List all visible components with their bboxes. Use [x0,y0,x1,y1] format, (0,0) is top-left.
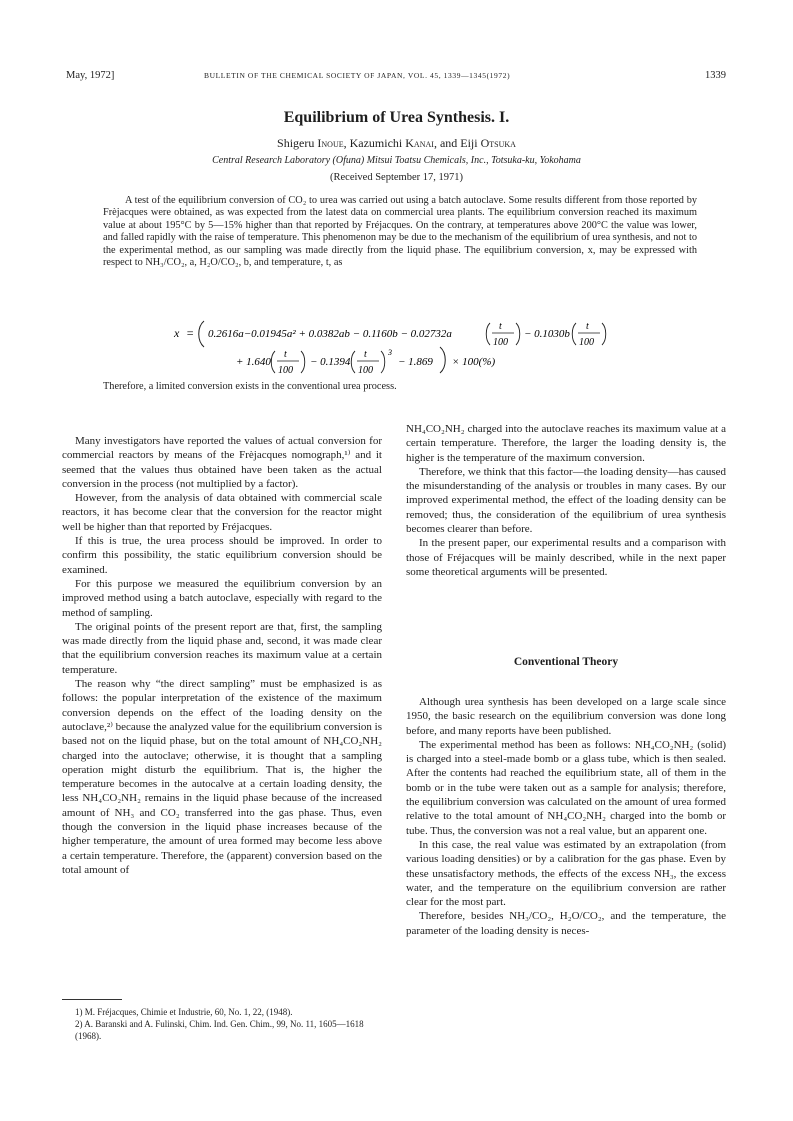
svg-text:100: 100 [278,365,293,375]
paragraph: Therefore, we think that this factor—the loading density—has caused the misunderstanding of the analysis or troubles in many cases. By our improved experimental method, the effect of the loading density can be removed; thus, the consideration of the equilibrium of urea synthesis becomes clearer than before. [406,465,726,536]
paragraph: If this is true, the urea process should be improved. In order to confirm this possibility, the static equilibrium conversion should be examined. [62,535,382,576]
svg-text:0.2616a−0.01945a² + 0.0382ab −: 0.2616a−0.01945a² + 0.0382ab − 0.1160b − 0.02732a [208,328,452,340]
section-heading: Conventional Theory [513,656,619,668]
svg-text:− 0.1030b: − 0.1030b [524,328,570,340]
svg-text:− 0.1394: − 0.1394 [310,356,351,368]
paragraph: Although urea synthesis has been developed on a large scale since 1950, the basic research on the equilibrium conversion was done long before, and many reports have been published. [406,696,726,737]
svg-text:100: 100 [493,337,508,348]
footnote: 1) M. Fréjacques, Chimie et Industrie, 60, No. 1, 22, (1948). [75,1007,293,1017]
footnotes [62,1006,384,1042]
paragraph: The experimental method has been as follows: NH₄CO₂NH₂ (solid) is charged into a steel-made bomb or a glass tube, which is then sealed. After the contents had reached the equilibrium state, all of them in the bomb or in the tube were taken out as a sample for analysis; therefore, the equilibrium conversion was calculated on the amount of urea formed relative to the total amount of NH₄CO₂NH₂ charged into the bomb or tube. Thus, the conversion was not a real value, but an apparent one. [406,738,726,837]
svg-text:100: 100 [579,337,594,348]
equilibrium-equation-line-2 [0,345,793,375]
received-date: (Received September 17, 1971) [330,172,463,183]
paragraph: Many investigators have reported the values of actual conversion for commercial reactors by means of the Frèjacques nomograph,¹⁾ and it seemed that the values thus obtained have been taken as the actual conversion in the process (not multiplied by a factor). [62,435,382,490]
left-column [62,434,382,877]
svg-text:× 100(%): × 100(%) [452,356,496,368]
author-first-name: Eiji [460,136,478,150]
abstract [103,195,697,269]
svg-text:=: = [186,326,195,340]
author-first-name: Kazumichi [349,136,403,150]
abstract-text: A test of the equilibrium conversion of CO₂ to urea was carried out using a batch autoclave. Some results different from those reported by Frèjacques were obtained, as was expected from the latest data on commercial urea plants. The equilibrium conversion reached its maximum value at about 195°C by 5—15% higher than that reported by Fréjacques. On the contrary, at temperatures above 200°C the value was lower, and falled rapidly with the raise of temperature. This phenomenon may be due to the mechanism of the equilibrium of urea synthesis, and not to the experimental method, as our sampling was made directly from the liquid phase. The equilibrium conversion, x, may be expressed with respect to NH₃/CO₂, a, H₂O/CO₂, b, and temperature, t, as [103,195,697,269]
author-first-name: Shigeru [277,136,315,150]
paragraph: The original points of the present report are that, first, the sampling was made directly from the liquid phase and, second, it was made clear that the equilibrium conversion reaches its maximum value at a certain temperature. [62,620,382,676]
paragraph: For this purpose we measured the equilibrium conversion by an improved method using a batch autoclave, especially with regard to the method of sampling. [62,577,382,619]
svg-text:t: t [284,349,287,360]
svg-text:+ 1.640: + 1.640 [236,356,271,368]
right-column-top [406,422,726,579]
svg-text:t: t [499,321,502,332]
paragraph: The reason why “the direct sampling” must be emphasized is as follows: the popular interpretation of the existence of the maximum conversion depends on the effect of the loading density on the autoclave,²⁾ because the analyzed value for the equilibrium conversion is based not on the liquid phase, but on the total amount of NH₄CO₂NH₂ charged into the autoclave; otherwise, it is thought that a sampling operation might disturb the equilibrium. That is, the higher the temperature becomes in the autocalve at a certain loading density, the less NH₄CO₂NH₂ remains in the liquid phase because of the increased amount of NH₃ and CO₂ transferred into the gas phase. Thus, even though the conversion in the liquid phase increases because of the higher temperature, the amount of urea formed may become less above a certain temperature. Therefore, the (apparent) conversion based on the total amount of [62,678,382,876]
page-number: 1339 [705,70,726,81]
abstract-conclusion: Therefore, a limited conversion exists in the conventional urea process. [103,381,397,392]
footnote-divider [62,999,122,1000]
author-conjunction: and [439,136,458,150]
svg-text:t: t [586,321,589,332]
paragraph: NH₄CO₂NH₂ charged into the autoclave reaches its maximum value at a certain temperature. Therefore, the larger the loading density is, the higher is the temperature of the maximum conversion. [406,423,726,464]
author-surname: Kanai [405,136,434,150]
author-list: Shigeru Inoue, Kazumichi Kanai, and Eiji Otsuka [277,136,516,150]
issue-date: May, 1972] [66,70,115,81]
author-surname: Inoue [317,136,344,150]
journal-citation: BULLETIN OF THE CHEMICAL SOCIETY OF JAPAN, VOL. 45, 1339—1345(1972) [204,71,511,80]
footnote: 2) A. Baranski and A. Fulinski, Chim. Ind. Gen. Chim., 99, No. 11, 1605—1618 (1968). [75,1019,364,1041]
svg-text:t: t [364,349,367,360]
affiliation: Central Research Laboratory (Ofuna) Mitsui Toatsu Chemicals, Inc., Totsuka-ku, Yokohama [212,155,581,166]
paragraph: In this case, the real value was estimated by an extrapolation (from various loading densities) or by a calibration for the gas phase. Even by these unsatisfactory methods, the effects of the excess NH₃, the excess water, and the temperature on the equilibrium conversion are rather clear for the most part. [406,838,726,909]
author-surname: Otsuka [480,136,516,150]
paper-title: Equilibrium of Urea Synthesis. I. [283,109,510,126]
right-column-bottom [406,695,726,938]
svg-text:3: 3 [388,348,392,357]
svg-text:− 1.869: − 1.869 [398,356,433,368]
svg-text:100: 100 [358,365,373,375]
svg-text:x: x [174,326,180,340]
paragraph: Therefore, besides NH₃/CO₂, H₂O/CO₂, and the temperature, the parameter of the loading density is neces- [406,910,726,937]
paragraph: In the present paper, our experimental results and a comparison with those of Fréjacques will be mainly described, while in the next paper some theoretical arguments will be presented. [406,537,726,578]
paragraph: However, from the analysis of data obtained with commercial scale reactors, it has become clear that the conversion for the reactor might well be higher than that reported by Fréjacques. [62,492,382,533]
